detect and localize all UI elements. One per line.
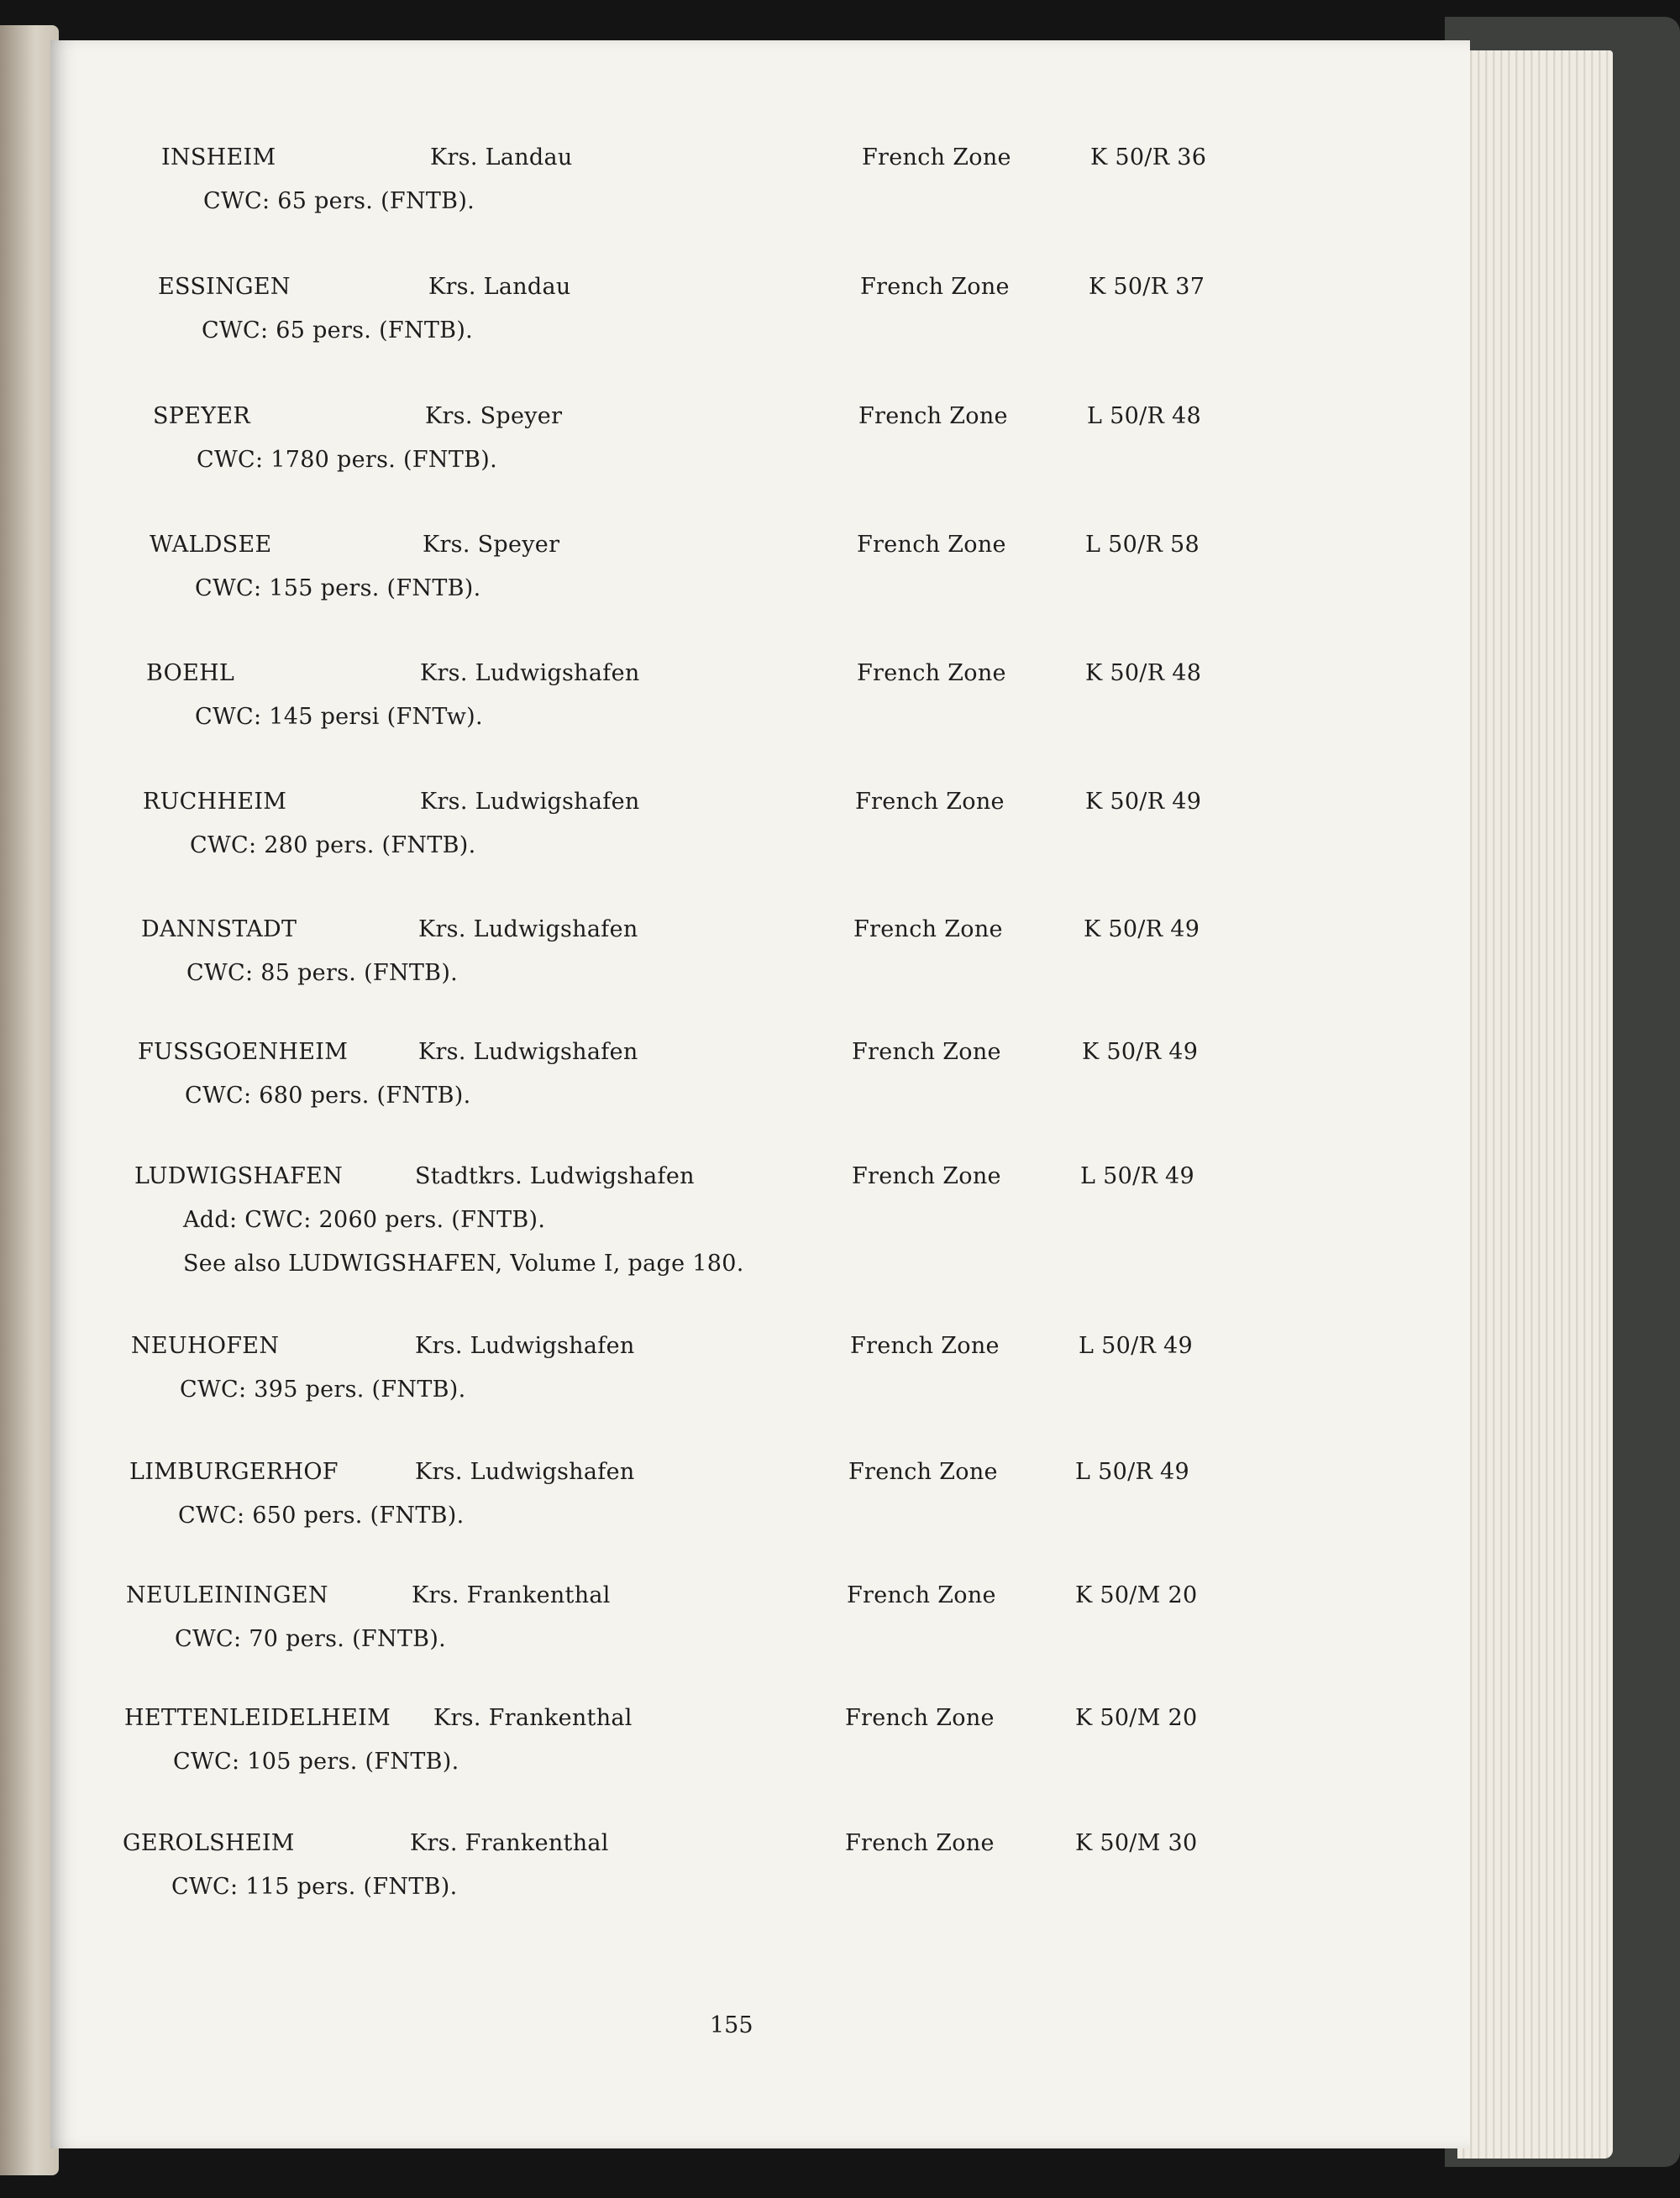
place-map-ref: L 50/R 49 — [1075, 1459, 1189, 1485]
place-detail: CWC: 650 pers. (FNTB). — [178, 1503, 465, 1529]
place-map-ref: K 50/R 48 — [1085, 660, 1202, 686]
place-zone: French Zone — [852, 1163, 1001, 1189]
place-map-ref: L 50/R 48 — [1087, 403, 1201, 429]
place-name: HETTENLEIDELHEIM — [124, 1705, 391, 1731]
place-entry — [50, 1582, 1436, 1692]
place-map-ref: K 50/M 20 — [1075, 1582, 1198, 1608]
place-detail: CWC: 105 pers. (FNTB). — [173, 1749, 459, 1775]
place-map-ref: L 50/R 49 — [1079, 1333, 1193, 1359]
place-name: WALDSEE — [150, 532, 272, 558]
place-district: Stadtkrs. Ludwigshafen — [415, 1163, 695, 1189]
place-name: SPEYER — [153, 403, 251, 429]
place-name: INSHEIM — [161, 144, 276, 170]
place-district: Krs. Ludwigshafen — [415, 1459, 635, 1485]
place-entry — [50, 403, 1436, 512]
place-zone: French Zone — [857, 660, 1006, 686]
place-map-ref: L 50/R 49 — [1080, 1163, 1194, 1189]
place-name: NEULEININGEN — [126, 1582, 328, 1608]
place-district: Krs. Frankenthal — [410, 1830, 609, 1856]
place-entry — [50, 1039, 1436, 1148]
place-name: RUCHHEIM — [143, 789, 287, 815]
place-name: ESSINGEN — [158, 274, 291, 300]
place-district: Krs. Ludwigshafen — [418, 1039, 638, 1065]
place-entry — [50, 660, 1436, 769]
place-map-ref: K 50/M 20 — [1075, 1705, 1198, 1731]
place-district: Krs. Ludwigshafen — [420, 660, 640, 686]
place-name: GEROLSHEIM — [123, 1830, 295, 1856]
place-detail: CWC: 65 pers. (FNTB). — [202, 317, 474, 344]
place-detail: CWC: 1780 pers. (FNTB). — [197, 447, 497, 473]
place-district: Krs. Ludwigshafen — [420, 789, 640, 815]
place-zone: French Zone — [845, 1705, 995, 1731]
place-cross-reference: See also LUDWIGSHAFEN, Volume I, page 180. — [183, 1251, 744, 1277]
place-district: Krs. Speyer — [423, 532, 560, 558]
place-name: LUDWIGSHAFEN — [134, 1163, 344, 1189]
place-detail: CWC: 395 pers. (FNTB). — [180, 1377, 466, 1403]
place-name: NEUHOFEN — [131, 1333, 280, 1359]
place-zone: French Zone — [860, 274, 1010, 300]
place-district: Krs. Speyer — [425, 403, 563, 429]
place-detail: CWC: 155 pers. (FNTB). — [195, 575, 481, 601]
place-zone: French Zone — [855, 789, 1005, 815]
place-district: Krs. Ludwigshafen — [415, 1333, 635, 1359]
place-detail: CWC: 280 pers. (FNTB). — [190, 832, 476, 858]
place-detail: Add: CWC: 2060 pers. (FNTB). — [183, 1207, 546, 1233]
place-detail: CWC: 65 pers. (FNTB). — [203, 188, 475, 214]
place-detail: CWC: 115 pers. (FNTB). — [171, 1874, 458, 1900]
place-entry — [50, 789, 1436, 898]
place-map-ref: L 50/R 58 — [1085, 532, 1200, 558]
page-number: 155 — [710, 2012, 753, 2038]
place-detail: CWC: 85 pers. (FNTB). — [186, 960, 459, 986]
place-zone: French Zone — [853, 916, 1003, 942]
place-zone: French Zone — [862, 144, 1011, 170]
place-entry — [50, 1459, 1436, 1568]
place-zone: French Zone — [848, 1459, 998, 1485]
place-map-ref: K 50/R 49 — [1085, 789, 1202, 815]
place-zone: French Zone — [857, 532, 1006, 558]
place-detail: CWC: 145 persi (FNTw). — [195, 704, 483, 730]
place-name: FUSSGOENHEIM — [138, 1039, 349, 1065]
page-stack-edge — [1457, 50, 1613, 2159]
place-district: Krs. Frankenthal — [433, 1705, 633, 1731]
book-page — [50, 40, 1470, 2148]
place-zone: French Zone — [847, 1582, 996, 1608]
place-entry — [50, 916, 1436, 1026]
place-zone: French Zone — [852, 1039, 1001, 1065]
place-entry — [50, 144, 1436, 254]
place-map-ref: K 50/R 36 — [1090, 144, 1207, 170]
place-entry — [50, 1163, 1436, 1277]
place-district: Krs. Frankenthal — [412, 1582, 611, 1608]
place-zone: French Zone — [850, 1333, 1000, 1359]
place-detail: CWC: 70 pers. (FNTB). — [175, 1626, 447, 1652]
place-map-ref: K 50/R 49 — [1084, 916, 1200, 942]
place-entry — [50, 1705, 1436, 1814]
place-district: Krs. Landau — [428, 274, 571, 300]
place-map-ref: K 50/M 30 — [1075, 1830, 1198, 1856]
place-map-ref: K 50/R 49 — [1082, 1039, 1199, 1065]
place-name: BOEHL — [146, 660, 235, 686]
place-district: Krs. Ludwigshafen — [418, 916, 638, 942]
place-entry — [50, 532, 1436, 641]
place-district: Krs. Landau — [430, 144, 573, 170]
place-name: LIMBURGERHOF — [129, 1459, 339, 1485]
place-zone: French Zone — [845, 1830, 995, 1856]
place-detail: CWC: 680 pers. (FNTB). — [185, 1083, 471, 1109]
place-map-ref: K 50/R 37 — [1089, 274, 1205, 300]
place-name: DANNSTADT — [141, 916, 297, 942]
place-entry — [50, 1830, 1436, 1939]
place-entry — [50, 274, 1436, 383]
place-entry — [50, 1333, 1436, 1442]
place-zone: French Zone — [858, 403, 1008, 429]
